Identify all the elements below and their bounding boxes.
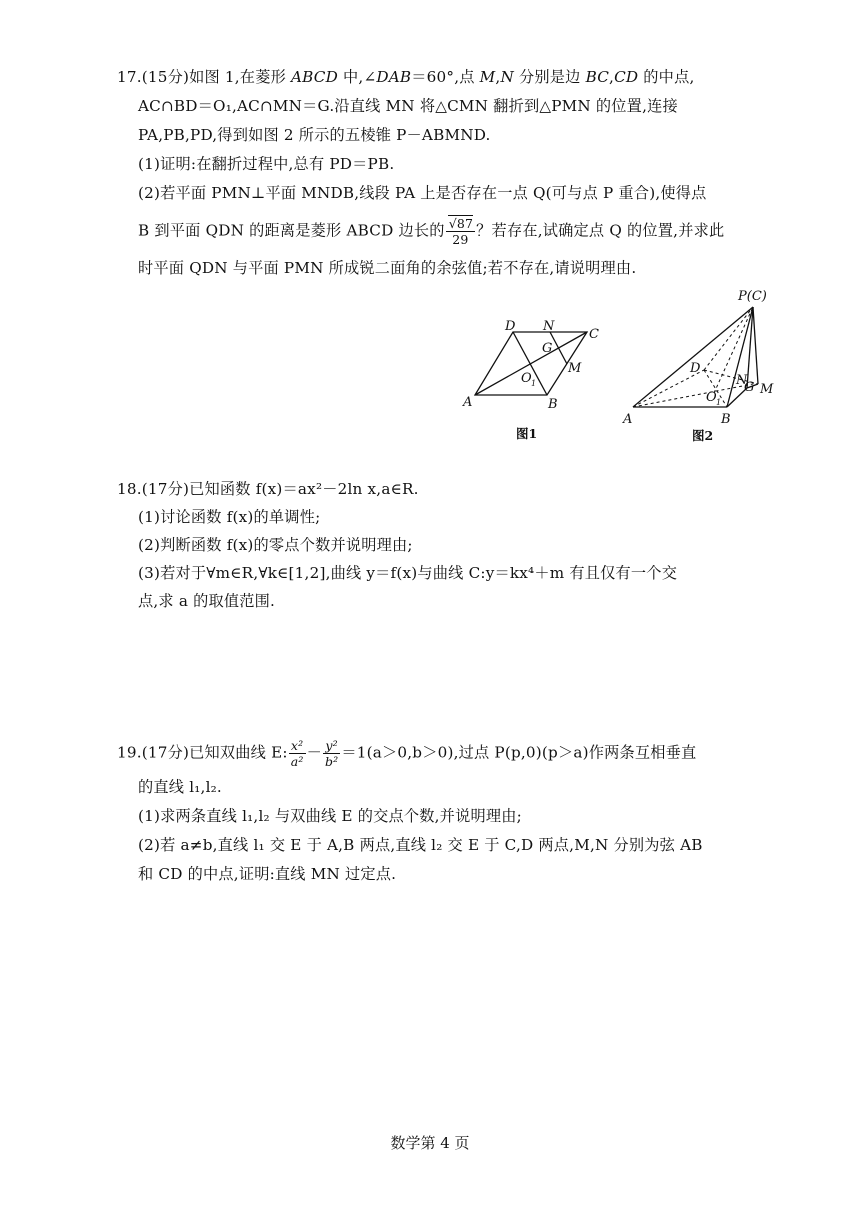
fig2-label-d: D bbox=[690, 361, 701, 376]
fig1-label-m: M bbox=[568, 361, 582, 376]
fig1-label-o: O bbox=[521, 371, 532, 386]
q19-part-2-line-2: 和 CD 的中点,证明:直线 MN 过定点. bbox=[138, 865, 397, 883]
ratio-fraction: $\frac{√87}{29}$ bbox=[446, 216, 475, 247]
q18-part-3-line-1: (3)若对于∀m∈R,∀k∈[1,2],曲线 y＝f(x)与曲线 C:y＝kx⁴＋m 有且仅有一个交 bbox=[138, 564, 678, 582]
figure-1-rhombus bbox=[455, 310, 615, 454]
fig1-label-o-sub: 1 bbox=[531, 379, 537, 388]
fig1-label-a: A bbox=[463, 395, 473, 410]
q18-line-1: 18.(17分)已知函数 f(x)＝ax²－2ln x,a∈R. bbox=[117, 480, 419, 498]
fig2-label-g: G bbox=[744, 380, 755, 395]
fig2-label-a: A bbox=[623, 412, 633, 427]
q19-part-1: (1)求两条直线 l₁,l₂ 与双曲线 E 的交点个数,并说明理由; bbox=[138, 807, 522, 825]
q17-line-2: AC∩BD＝O₁,AC∩MN＝G.沿直线 MN 将△CMN 翻折到△PMN 的位置,连接 bbox=[138, 97, 678, 115]
fig2-label-o: O bbox=[706, 390, 717, 405]
fig2-label-p: P(C) bbox=[738, 289, 767, 304]
q17-part-2-line-1: (2)若平面 PMN⊥平面 MNDB,线段 PA 上是否存在一点 Q(可与点 P 重合),使得点 bbox=[138, 184, 707, 202]
fig1-label-b: B bbox=[548, 397, 558, 412]
q19-line-1: 19.(17分)已知双曲线 E: $\frac{\text{x²}}{\text{a²}}$ － $\frac{\text{y²}}{\text{b²}}$ ＝1(a＞0,b＞0),过点 P(p,0)(p＞a)作两条互相垂直 bbox=[117, 738, 697, 769]
x-squared-over-a-squared: $\frac{\text{x²}}{\text{a²}}$ bbox=[290, 738, 304, 769]
fig2-label-n: N bbox=[736, 373, 748, 388]
fig1-label-n: N bbox=[543, 319, 555, 334]
q18-part-1: (1)讨论函数 f(x)的单调性; bbox=[138, 508, 321, 526]
fig1-label-g: G bbox=[542, 341, 553, 356]
fig2-label-m: M bbox=[760, 382, 774, 397]
figure-2-pyramid bbox=[620, 283, 790, 452]
q17-line-3: PA,PB,PD,得到如图 2 所示的五棱锥 P－ABMND. bbox=[138, 126, 491, 144]
y-squared-over-b-squared: $\frac{\text{y²}}{\text{b²}}$ bbox=[324, 738, 339, 769]
fig1-label-d: D bbox=[505, 319, 516, 334]
q18-part-3-line-2: 点,求 a 的取值范围. bbox=[138, 592, 276, 610]
q17-line-1: 17.(15分)如图 1,在菱形 ABCD 中,∠DAB＝60°,点 M,N 分别是边 BC,CD 的中点, bbox=[117, 68, 695, 86]
fig2-label-b: B bbox=[721, 412, 731, 427]
fig1-label-c: C bbox=[589, 327, 599, 342]
q19-part-2-line-1: (2)若 a≠b,直线 l₁ 交 E 于 A,B 两点,直线 l₂ 交 E 于 C,D 两点,M,N 分别为弦 AB bbox=[138, 836, 703, 854]
fig1-caption: 图1 bbox=[516, 426, 538, 441]
q17-part-2-line-2: B 到平面 QDN 的距离是菱形 ABCD 边长的 $\frac{√87}{29}$ ？若存在,试确定点 Q 的位置,并求此 bbox=[138, 216, 725, 247]
fig2-label-o-sub: 1 bbox=[716, 398, 722, 407]
page-footer: 数学第 4 页 bbox=[390, 1134, 470, 1152]
q17-part-2-line-3: 时平面 QDN 与平面 PMN 所成锐二面角的余弦值;若不存在,请说明理由. bbox=[138, 259, 637, 277]
q18-part-2: (2)判断函数 f(x)的零点个数并说明理由; bbox=[138, 536, 413, 554]
q19-line-2: 的直线 l₁,l₂. bbox=[138, 778, 222, 796]
fig2-caption: 图2 bbox=[692, 428, 714, 443]
q17-part-1: (1)证明:在翻折过程中,总有 PD＝PB. bbox=[138, 155, 395, 173]
